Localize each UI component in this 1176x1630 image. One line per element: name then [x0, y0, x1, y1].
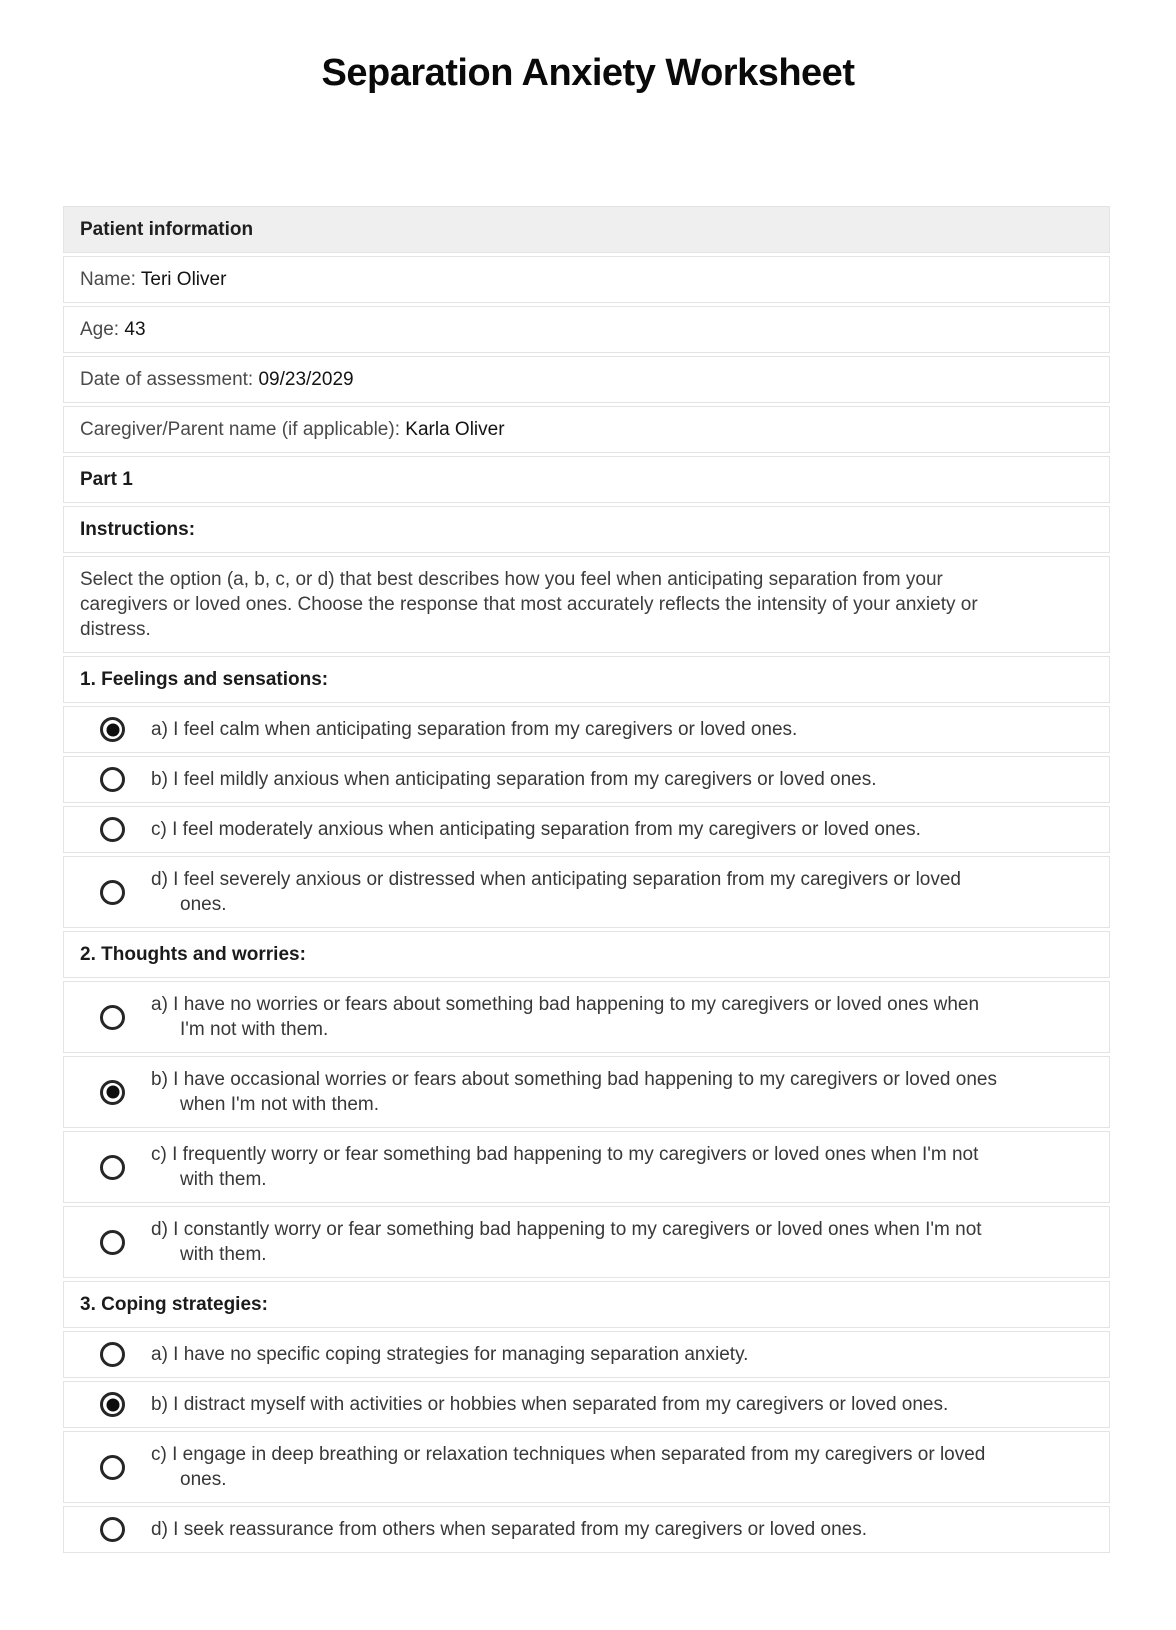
worksheet-table: [63, 206, 1110, 1556]
radio-q2-b[interactable]: [100, 1080, 125, 1105]
question-3-option-d: [63, 1506, 1110, 1553]
radio-q1-c[interactable]: [100, 817, 125, 842]
part1-title: Part 1: [80, 469, 133, 490]
question-1-heading-label: 1. Feelings and sensations:: [80, 669, 329, 690]
option-q3-b-label: b) I distract myself with activities or hobbies when separated from my caregivers or loved ones.: [151, 1394, 949, 1415]
age-field-label: Age:: [80, 319, 120, 340]
question-1-heading: [63, 656, 1110, 703]
part1-title-row: [63, 456, 1110, 503]
name-field-value[interactable]: Teri Oliver: [140, 269, 227, 290]
date-field-value[interactable]: 09/23/2029: [258, 369, 354, 390]
radio-q2-d[interactable]: [100, 1230, 125, 1255]
option-q1-b-label: b) I feel mildly anxious when anticipating separation from my caregivers or loved ones.: [151, 769, 877, 790]
option-q3-c-label: c) I engage in deep breathing or relaxation techniques when separated from my caregivers or loved ones.: [151, 1444, 986, 1490]
question-3-heading-label: 3. Coping strategies:: [80, 1294, 268, 1315]
instructions-text-row: [63, 556, 1110, 653]
question-1-option-d: [63, 856, 1110, 928]
instructions-text: Select the option (a, b, c, or d) that best describes how you feel when anticipating separation from your caregivers or loved ones. Choose the response that most accurately reflects the intensity of your anxiety or distress.: [80, 569, 978, 640]
radio-q2-c[interactable]: [100, 1155, 125, 1180]
option-q2-b-label: b) I have occasional worries or fears about something bad happening to my caregivers or loved ones when I'm not with them.: [151, 1069, 997, 1115]
caregiver-field-value[interactable]: Karla Oliver: [405, 419, 505, 440]
question-3-option-b: [63, 1381, 1110, 1428]
caregiver-field-label: Caregiver/Parent name (if applicable):: [80, 419, 400, 440]
question-2-heading-label: 2. Thoughts and worries:: [80, 944, 306, 965]
question-2-heading: [63, 931, 1110, 978]
instructions-label: Instructions:: [80, 519, 196, 540]
question-2-option-b: [63, 1056, 1110, 1128]
field-row-caregiver-name: [63, 406, 1110, 453]
option-q1-d-label: d) I feel severely anxious or distressed when anticipating separation from my caregivers or loved ones.: [151, 869, 961, 915]
option-q2-c-label: c) I frequently worry or fear something bad happening to my caregivers or loved ones when I'm not with them.: [151, 1144, 979, 1190]
option-q1-a-label: a) I feel calm when anticipating separation from my caregivers or loved ones.: [151, 719, 798, 740]
question-1-option-b: [63, 756, 1110, 803]
option-q2-a-label: a) I have no worries or fears about something bad happening to my caregivers or loved ones when I'm not with them.: [151, 994, 980, 1040]
option-q1-c-label: c) I feel moderately anxious when anticipating separation from my caregivers or loved ones.: [151, 819, 921, 840]
field-row-age: [63, 306, 1110, 353]
radio-q2-a[interactable]: [100, 1005, 125, 1030]
question-2-option-d: [63, 1206, 1110, 1278]
question-3-option-c: [63, 1431, 1110, 1503]
date-field-label: Date of assessment:: [80, 369, 254, 390]
patient-info-header: [63, 206, 1110, 253]
radio-q1-b[interactable]: [100, 767, 125, 792]
radio-q3-a[interactable]: [100, 1342, 125, 1367]
age-field-value[interactable]: 43: [124, 319, 146, 340]
question-1-option-a: [63, 706, 1110, 753]
question-2-option-c: [63, 1131, 1110, 1203]
question-3-heading: [63, 1281, 1110, 1328]
field-row-name: [63, 256, 1110, 303]
option-q3-a-label: a) I have no specific coping strategies for managing separation anxiety.: [151, 1344, 749, 1365]
option-q3-d-label: d) I seek reassurance from others when separated from my caregivers or loved ones.: [151, 1519, 867, 1540]
radio-q1-a[interactable]: [100, 717, 125, 742]
name-field-label: Name:: [80, 269, 136, 290]
option-q2-d-label: d) I constantly worry or fear something bad happening to my caregivers or loved ones when I'm not with them.: [151, 1219, 982, 1265]
field-row-date-of-assessment: [63, 356, 1110, 403]
question-1-option-c: [63, 806, 1110, 853]
page-title: Separation Anxiety Worksheet: [321, 52, 855, 94]
radio-q1-d[interactable]: [100, 880, 125, 905]
radio-q3-b[interactable]: [100, 1392, 125, 1417]
radio-q3-d[interactable]: [100, 1517, 125, 1542]
instructions-label-row: [63, 506, 1110, 553]
question-3-option-a: [63, 1331, 1110, 1378]
question-2-option-a: [63, 981, 1110, 1053]
radio-q3-c[interactable]: [100, 1455, 125, 1480]
patient-info-header-label: Patient information: [80, 219, 254, 240]
